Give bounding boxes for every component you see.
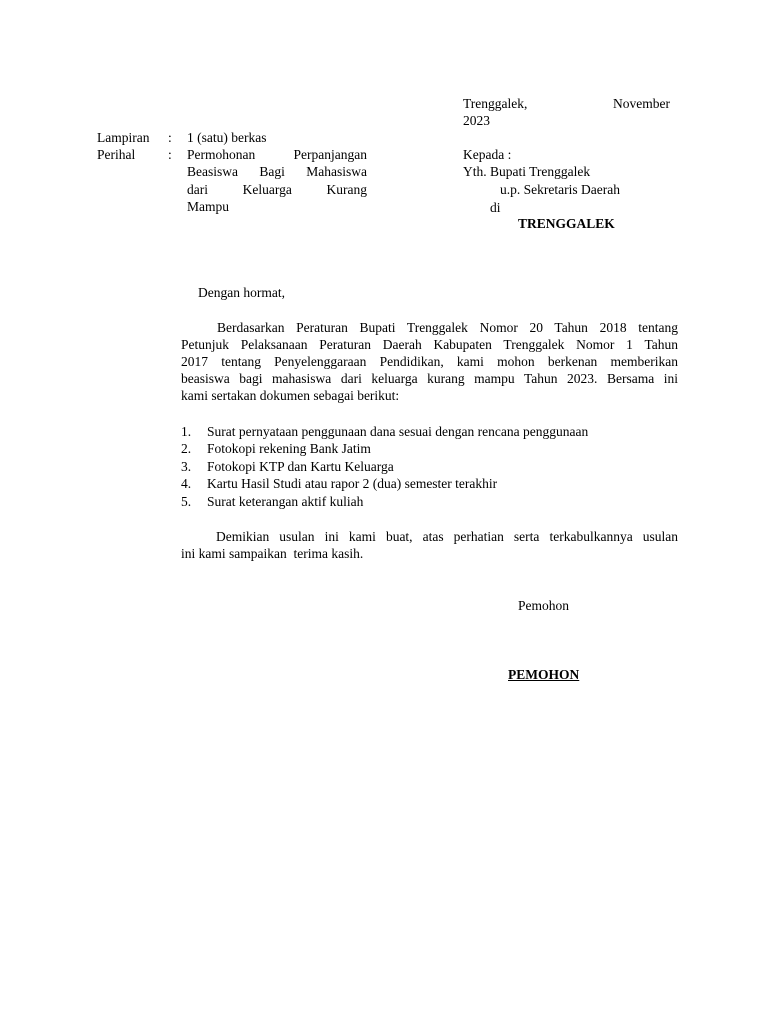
paragraph-line: Berdasarkan Peraturan Bupati Trenggalek Nomor 20 Tahun 2018 tentang [217, 320, 678, 335]
perihal-line: Mampu [187, 198, 229, 214]
list-item [181, 440, 588, 457]
lampiran-colon: : [168, 130, 172, 145]
list-number: 1. [181, 424, 192, 439]
list-text: Fotokopi rekening Bank Jatim [207, 441, 371, 457]
list-number: 4. [181, 476, 192, 492]
paragraph-intro [181, 319, 678, 404]
at-label: di [490, 200, 501, 215]
lampiran-label: Lampiran [97, 130, 150, 145]
perihal-label: Perihal [97, 147, 136, 163]
recipient-city: TRENGGALEK [518, 216, 615, 231]
paragraph-line: kami sertakan dokumen sebagai berikut: [181, 388, 400, 403]
month-text: November [613, 96, 670, 111]
letter-meta [97, 129, 367, 215]
year-text: 2023 [463, 113, 490, 128]
perihal-value [187, 146, 367, 215]
list-item [181, 458, 588, 475]
to-label: Kepada : [463, 147, 512, 162]
list-text: Surat pernyataan penggunaan dana sesuai dengan rencana penggunaan [207, 424, 589, 439]
list-item [181, 475, 588, 492]
list-text: Surat keterangan aktif kuliah [207, 493, 364, 509]
paragraph-line: Petunjuk Pelaksanaan Peraturan Daerah Kabupaten Trenggalek Nomor 1 Tahun [181, 337, 678, 352]
list-text: Fotokopi KTP dan Kartu Keluarga [207, 458, 394, 474]
perihal-line: Beasiswa Bagi Mahasiswa [187, 164, 367, 180]
list-text: Kartu Hasil Studi atau rapor 2 (dua) semester terakhir [207, 476, 498, 492]
lampiran-row [97, 129, 367, 146]
paragraph-line: beasiswa bagi mahasiswa dari keluarga kurang mampu Tahun 2023. Bersama ini [181, 371, 678, 386]
list-item [181, 423, 588, 440]
list-number: 5. [181, 493, 192, 509]
perihal-line: Permohonan Perpanjangan [187, 147, 367, 163]
attention-line: u.p. Sekretaris Daerah [500, 182, 620, 197]
lampiran-value: 1 (satu) berkas [187, 130, 267, 145]
closing-label: Pemohon [518, 598, 570, 613]
perihal-row [97, 146, 367, 215]
signer-name: PEMOHON [508, 667, 580, 682]
perihal-colon: : [168, 147, 172, 163]
paragraph-closing [181, 528, 678, 562]
list-number: 3. [181, 458, 192, 474]
place-date [463, 95, 670, 129]
paragraph-line: Demikian usulan ini kami buat, atas perhatian serta terkabulkannya usulan [216, 529, 678, 544]
perihal-line: dari Keluarga Kurang [187, 181, 367, 197]
paragraph-line: 2017 tentang Penyelenggaraan Pendidikan, kami mohon berkenan memberikan [181, 354, 678, 369]
meta-table [97, 129, 367, 215]
paragraph-line: ini kami sampaikan terima kasih. [181, 546, 364, 561]
salutation: Dengan hormat, [198, 285, 285, 300]
place-text: Trenggalek, [463, 96, 528, 111]
list-item [181, 493, 588, 510]
list-number: 2. [181, 441, 192, 457]
document-list [181, 423, 588, 510]
recipient: Yth. Bupati Trenggalek [463, 164, 591, 179]
